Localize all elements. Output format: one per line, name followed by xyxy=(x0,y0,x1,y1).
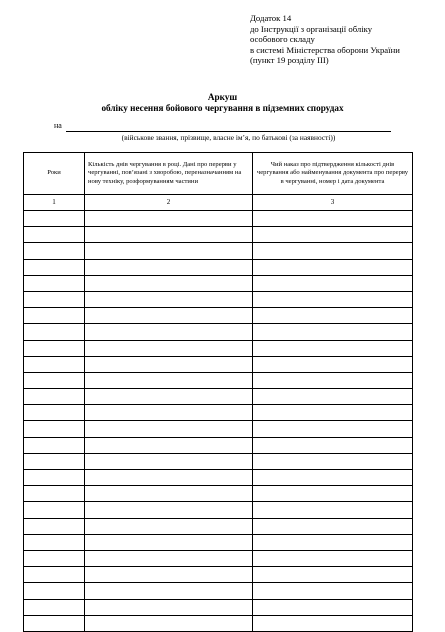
column-number: 3 xyxy=(253,195,413,211)
document-title: Аркуш xyxy=(207,92,238,102)
column-number-row xyxy=(24,195,413,211)
appendix-line: до Інструкції з організації обліку xyxy=(250,23,373,34)
year-cell[interactable] xyxy=(24,599,85,615)
table-row xyxy=(24,502,413,518)
subject-fill-line[interactable] xyxy=(66,131,391,132)
year-cell[interactable] xyxy=(24,324,85,340)
order-document-cell[interactable] xyxy=(253,421,413,437)
year-cell[interactable] xyxy=(24,308,85,324)
table-row xyxy=(24,599,413,615)
duty-days-cell[interactable] xyxy=(85,356,253,372)
table-row xyxy=(24,211,413,227)
column-number: 1 xyxy=(24,195,85,211)
year-cell[interactable] xyxy=(24,437,85,453)
duty-days-cell[interactable] xyxy=(85,567,253,583)
table-row xyxy=(24,356,413,372)
year-cell[interactable] xyxy=(24,275,85,291)
duty-days-cell[interactable] xyxy=(85,243,253,259)
duty-days-cell[interactable] xyxy=(85,486,253,502)
duty-record-table xyxy=(23,152,413,632)
duty-days-cell[interactable] xyxy=(85,615,253,631)
year-cell[interactable] xyxy=(24,470,85,486)
duty-days-cell[interactable] xyxy=(85,599,253,615)
table-row xyxy=(24,275,413,291)
year-cell[interactable] xyxy=(24,518,85,534)
table-row xyxy=(24,518,413,534)
appendix-line: особового складу xyxy=(250,34,315,45)
duty-days-cell[interactable] xyxy=(85,340,253,356)
year-cell[interactable] xyxy=(24,421,85,437)
order-document-cell[interactable] xyxy=(253,550,413,566)
order-document-cell[interactable] xyxy=(253,275,413,291)
appendix-block xyxy=(250,13,440,66)
order-document-cell[interactable] xyxy=(253,567,413,583)
table-row xyxy=(24,308,413,324)
duty-days-cell[interactable] xyxy=(85,291,253,307)
duty-days-cell[interactable] xyxy=(85,421,253,437)
order-document-cell[interactable] xyxy=(253,356,413,372)
table-header-row xyxy=(24,153,413,195)
column-number: 2 xyxy=(85,195,253,211)
duty-days-cell[interactable] xyxy=(85,308,253,324)
order-document-cell[interactable] xyxy=(253,340,413,356)
year-cell[interactable] xyxy=(24,486,85,502)
table-row xyxy=(24,437,413,453)
year-cell[interactable] xyxy=(24,615,85,631)
table-row xyxy=(24,615,413,631)
order-document-cell[interactable] xyxy=(253,502,413,518)
duty-days-cell[interactable] xyxy=(85,583,253,599)
duty-days-cell[interactable] xyxy=(85,389,253,405)
order-document-cell[interactable] xyxy=(253,259,413,275)
duty-days-cell[interactable] xyxy=(85,502,253,518)
table-row xyxy=(24,243,413,259)
order-document-cell[interactable] xyxy=(253,227,413,243)
table-row xyxy=(24,550,413,566)
subject-prefix: на xyxy=(54,121,62,130)
duty-days-cell[interactable] xyxy=(85,227,253,243)
table-row xyxy=(24,227,413,243)
year-cell[interactable] xyxy=(24,372,85,388)
subject-hint: (військове звання, прізвище, власне ім’я, по батькові (за наявності)) xyxy=(121,133,336,142)
order-document-cell[interactable] xyxy=(253,291,413,307)
duty-days-cell[interactable] xyxy=(85,324,253,340)
order-document-cell[interactable] xyxy=(253,583,413,599)
duty-days-cell[interactable] xyxy=(85,453,253,469)
order-document-cell[interactable] xyxy=(253,324,413,340)
order-document-cell[interactable] xyxy=(253,405,413,421)
table-row xyxy=(24,372,413,388)
year-cell[interactable] xyxy=(24,291,85,307)
duty-days-cell[interactable] xyxy=(85,372,253,388)
duty-days-cell[interactable] xyxy=(85,211,253,227)
table-row xyxy=(24,421,413,437)
table-row xyxy=(24,567,413,583)
year-cell[interactable] xyxy=(24,243,85,259)
duty-days-cell[interactable] xyxy=(85,534,253,550)
order-document-cell[interactable] xyxy=(253,534,413,550)
table-row xyxy=(24,583,413,599)
year-cell[interactable] xyxy=(24,405,85,421)
table-row xyxy=(24,340,413,356)
order-document-cell[interactable] xyxy=(253,308,413,324)
order-document-cell[interactable] xyxy=(253,437,413,453)
order-document-cell[interactable] xyxy=(253,615,413,631)
table-row xyxy=(24,259,413,275)
year-cell[interactable] xyxy=(24,340,85,356)
year-cell[interactable] xyxy=(24,550,85,566)
table-row xyxy=(24,534,413,550)
order-document-cell[interactable] xyxy=(253,470,413,486)
year-cell[interactable] xyxy=(24,389,85,405)
order-document-cell[interactable] xyxy=(253,243,413,259)
order-document-cell[interactable] xyxy=(253,453,413,469)
table-row xyxy=(24,324,413,340)
year-cell[interactable] xyxy=(24,567,85,583)
header-order-document: Чий наказ про підтвердження кількості днів чергування або найменування документа про перерву в чергуванні, номер і дата документа xyxy=(253,153,413,195)
order-document-cell[interactable] xyxy=(253,211,413,227)
year-cell[interactable] xyxy=(24,211,85,227)
year-cell[interactable] xyxy=(24,259,85,275)
year-cell[interactable] xyxy=(24,453,85,469)
duty-days-cell[interactable] xyxy=(85,550,253,566)
duty-days-cell[interactable] xyxy=(85,518,253,534)
table-row xyxy=(24,389,413,405)
table-row xyxy=(24,470,413,486)
duty-days-cell[interactable] xyxy=(85,437,253,453)
header-years: Роки xyxy=(24,153,85,195)
duty-days-cell[interactable] xyxy=(85,405,253,421)
duty-days-cell[interactable] xyxy=(85,259,253,275)
order-document-cell[interactable] xyxy=(253,486,413,502)
year-cell[interactable] xyxy=(24,534,85,550)
year-cell[interactable] xyxy=(24,356,85,372)
table-row xyxy=(24,486,413,502)
duty-days-cell[interactable] xyxy=(85,470,253,486)
table-row xyxy=(24,405,413,421)
duty-days-cell[interactable] xyxy=(85,275,253,291)
table-row xyxy=(24,453,413,469)
order-document-cell[interactable] xyxy=(253,372,413,388)
appendix-line: в системі Міністерства оборони України xyxy=(250,44,400,55)
appendix-line: Додаток 14 xyxy=(250,13,292,23)
order-document-cell[interactable] xyxy=(253,389,413,405)
year-cell[interactable] xyxy=(24,583,85,599)
document-subtitle: обліку несення бойового чергування в підземних спорудах xyxy=(101,103,344,113)
order-document-cell[interactable] xyxy=(253,518,413,534)
header-duty-days: Кількість днів чергування в році. Дані про перерви у чергуванні, пов’язані з хворобою, переназначанням на нову техніку, розформуванням частини xyxy=(85,153,253,195)
table-row xyxy=(24,291,413,307)
appendix-line: (пункт 19 розділу ІІІ) xyxy=(250,55,329,66)
order-document-cell[interactable] xyxy=(253,599,413,615)
year-cell[interactable] xyxy=(24,502,85,518)
year-cell[interactable] xyxy=(24,227,85,243)
